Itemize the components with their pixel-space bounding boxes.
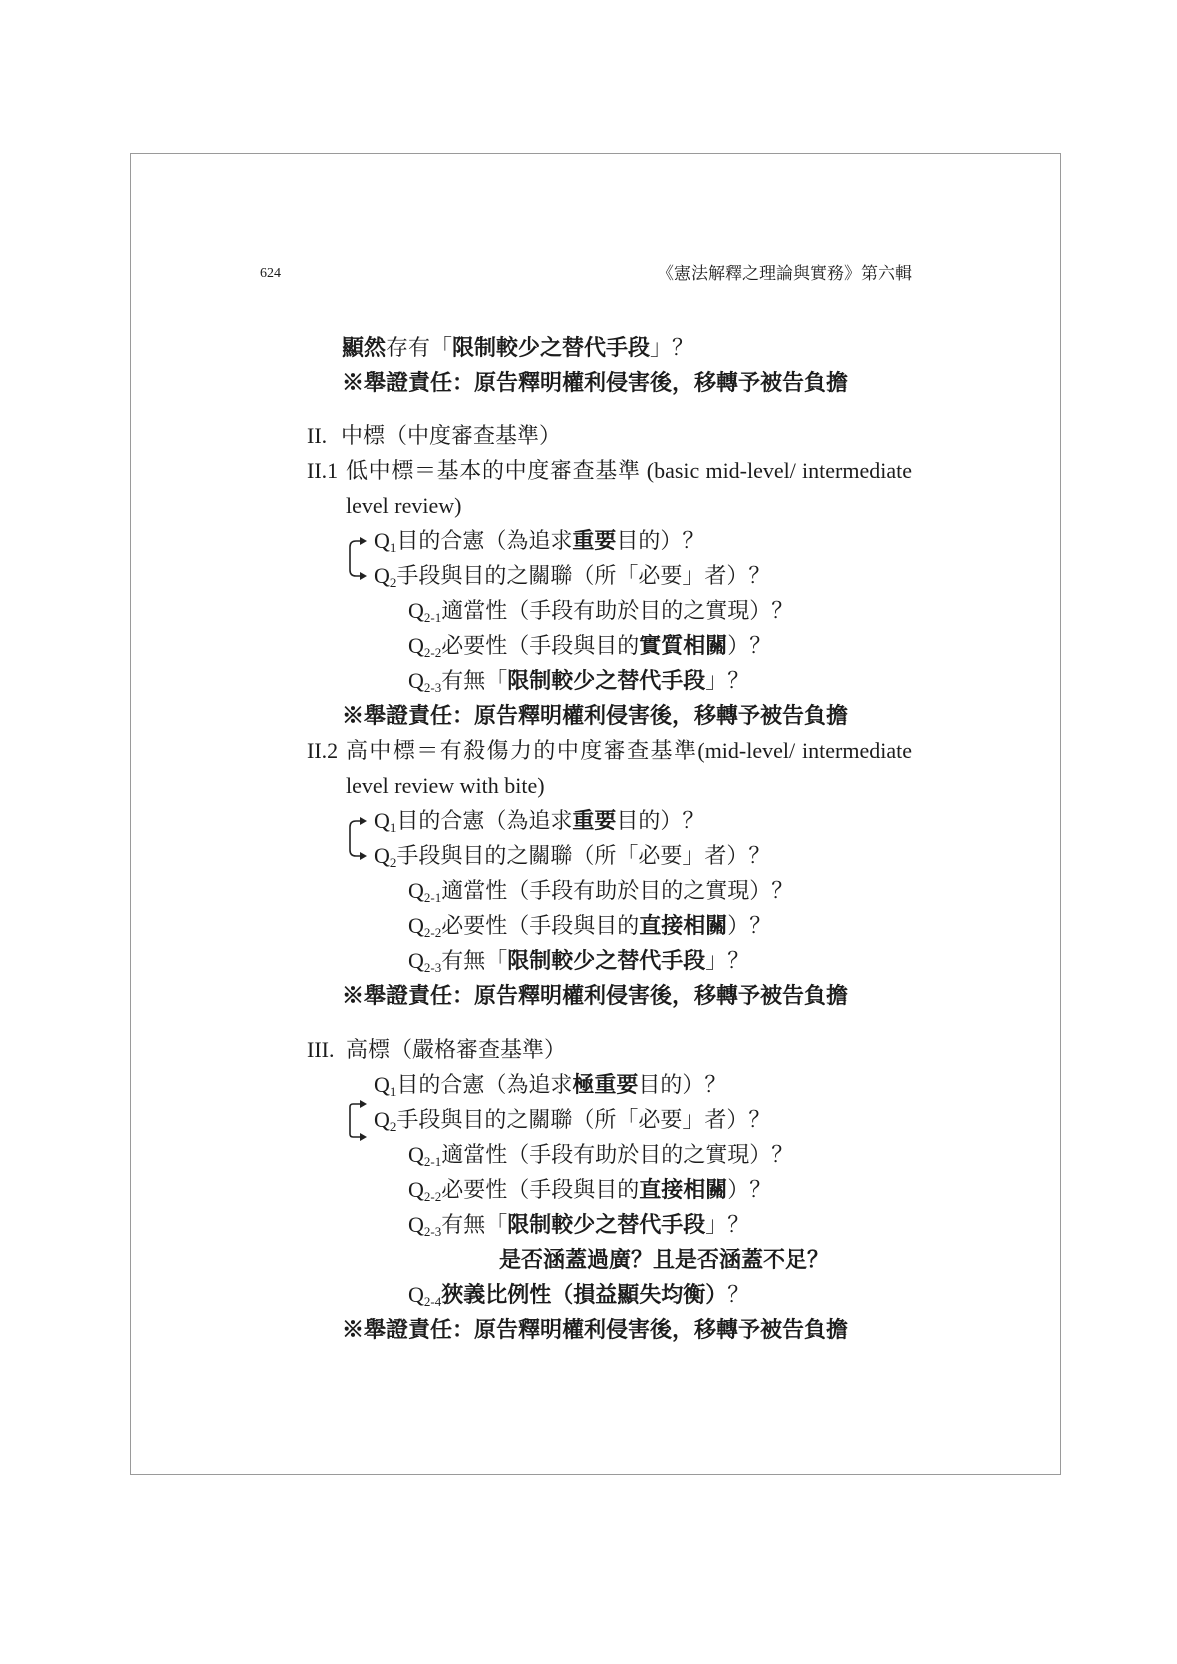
question-q2-3 [408, 946, 749, 976]
burden-note: ※舉證責任：原告釋明權利侵害後，移轉予被告負擔 [342, 983, 849, 1008]
question-label: $Q_{2-1}$ [408, 598, 442, 625]
question-text: 目的合憲（為追求 [396, 808, 573, 833]
section-number: II. [307, 423, 328, 448]
question-q2-2 [408, 631, 771, 661]
question-emphasis: 直接相關 [639, 913, 728, 938]
burden-note: ※舉證責任：原告釋明權利侵害後，移轉予被告負擔 [342, 1317, 849, 1342]
question-text-end: ）？ [727, 1177, 772, 1202]
subsection-number: II.2 [307, 738, 339, 763]
question-q2 [374, 841, 770, 871]
question-text: 適當性（手段有助於目的之實現）？ [441, 1142, 794, 1167]
question-text-end: 目的）？ [616, 528, 705, 553]
question-q2-2 [408, 911, 771, 941]
question-q2-2 [408, 1175, 771, 1205]
section-title: 高標（嚴格審查基準） [346, 1037, 567, 1062]
question-emphasis: 限制較少之替代手段 [507, 1212, 706, 1237]
question-q2-1 [408, 876, 793, 906]
question-q2 [374, 561, 770, 591]
question-q2-1 [408, 596, 793, 626]
question-label: $Q_{2-3}$ [408, 948, 442, 975]
question-text: 必要性（手段與目的 [441, 1177, 640, 1202]
intro-text-end: 」？ [650, 335, 695, 360]
question-emphasis: 狹義比例性（損益顯失均衡） [441, 1282, 728, 1307]
question-q2-4 [408, 1280, 749, 1310]
question-label: $Q_1$ [374, 808, 397, 835]
question-text: 手段與目的之關聯（所「必要」者）？ [396, 1107, 771, 1132]
question-q1 [374, 806, 704, 836]
question-label: $Q_{2-3}$ [408, 668, 442, 695]
section-heading [307, 1035, 566, 1065]
subsection-title: 低中標＝基本的中度審查基準 (basic mid-level/ intermediate [346, 458, 912, 483]
question-label: $Q_{2-1}$ [408, 878, 442, 905]
section-number: III. [307, 1037, 335, 1062]
question-text-end: ）？ [727, 913, 772, 938]
question-emphasis: 限制較少之替代手段 [507, 948, 706, 973]
question-q1 [374, 526, 704, 556]
question-q2-3 [408, 1210, 749, 1240]
question-text-end: 」？ [705, 948, 750, 973]
subsection-title-continued: level review) [346, 493, 462, 518]
bracket-arrow-icon [345, 531, 373, 587]
question-label: $Q_{2-1}$ [408, 1142, 442, 1169]
section-title: 中標（中度審查基準） [341, 423, 562, 448]
section-heading [307, 421, 561, 451]
subsection-heading [307, 736, 912, 766]
question-label: $Q_{2-3}$ [408, 1212, 442, 1239]
question-text: 適當性（手段有助於目的之實現）？ [441, 598, 794, 623]
question-label: $Q_1$ [374, 1072, 397, 1099]
question-text: 有無「 [441, 668, 508, 693]
question-text: 適當性（手段有助於目的之實現）？ [441, 878, 794, 903]
question-label: $Q_{2-4}$ [408, 1282, 442, 1309]
subsection-title: 高中標＝有殺傷力的中度審查基準(mid-level/ intermediate [346, 738, 912, 763]
question-text: 目的合憲（為追求 [396, 528, 573, 553]
intro-text: 存有「 [386, 335, 453, 360]
question-emphasis: 極重要 [572, 1072, 639, 1097]
question-label: $Q_{2-2}$ [408, 913, 442, 940]
intro-emphasis: 限制較少之替代手段 [452, 335, 651, 360]
question-text-end: 」？ [705, 668, 750, 693]
subsection-number: II.1 [307, 458, 339, 483]
question-label: $Q_2$ [374, 563, 397, 590]
bracket-arrow-icon [345, 811, 373, 867]
question-q1 [374, 1070, 726, 1100]
question-text: 目的合憲（為追求 [396, 1072, 573, 1097]
question-emphasis: 限制較少之替代手段 [507, 668, 706, 693]
question-text: 有無「 [441, 1212, 508, 1237]
question-text: 必要性（手段與目的 [441, 633, 640, 658]
question-label: $Q_1$ [374, 528, 397, 555]
question-text-end: ？ [727, 1282, 750, 1307]
bracket-arrow-icon [345, 1094, 373, 1148]
burden-note: ※舉證責任：原告釋明權利侵害後，移轉予被告負擔 [342, 703, 849, 728]
question-text-end: 」？ [705, 1212, 750, 1237]
question-text: 手段與目的之關聯（所「必要」者）？ [396, 843, 771, 868]
question-emphasis: 直接相關 [639, 1177, 728, 1202]
question-text: 有無「 [441, 948, 508, 973]
intro-lead: 顯然 [342, 335, 387, 360]
question-label: $Q_2$ [374, 1107, 397, 1134]
question-text: 必要性（手段與目的 [441, 913, 640, 938]
question-emphasis: 重要 [572, 808, 617, 833]
burden-note: ※舉證責任：原告釋明權利侵害後，移轉予被告負擔 [342, 370, 849, 395]
question-text: 手段與目的之關聯（所「必要」者）？ [396, 563, 771, 588]
question-q2-1 [408, 1140, 793, 1170]
question-emphasis: 實質相關 [639, 633, 728, 658]
intro-question [342, 333, 694, 363]
subsection-heading [307, 456, 912, 486]
subsection-title-continued: level review with bite) [346, 773, 545, 798]
question-text-end: ）？ [727, 633, 772, 658]
question-emphasis: 重要 [572, 528, 617, 553]
page-number: 624 [260, 266, 281, 281]
question-q2-3 [408, 666, 749, 696]
question-label: $Q_2$ [374, 843, 397, 870]
question-q2 [374, 1105, 770, 1135]
question-text-end: 目的）？ [638, 1072, 727, 1097]
question-text-end: 目的）？ [616, 808, 705, 833]
question-label: $Q_{2-2}$ [408, 633, 442, 660]
overbreadth-question: 是否涵蓋過廣？且是否涵蓋不足？ [499, 1247, 830, 1272]
running-header-title: 《憲法解釋之理論與實務》第六輯 [657, 264, 912, 283]
question-label: $Q_{2-2}$ [408, 1177, 442, 1204]
